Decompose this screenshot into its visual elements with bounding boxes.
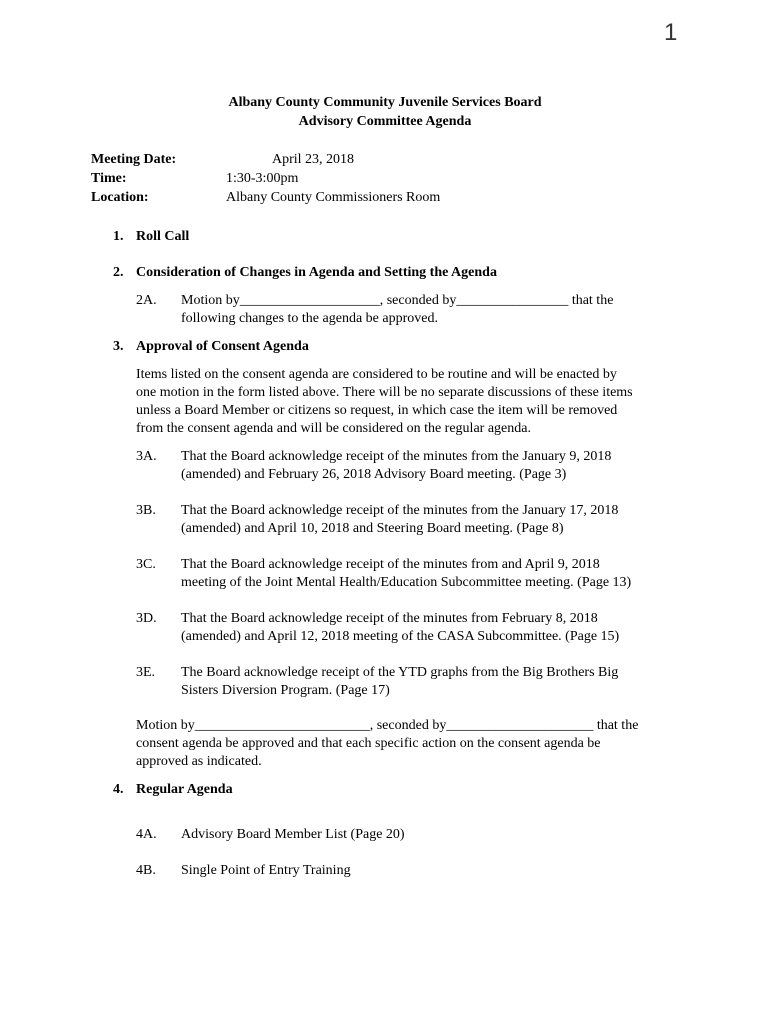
paragraph-line: one motion in the form listed above. There will be no separate discussions of these items xyxy=(136,385,633,400)
item-text-line: (amended) and April 10, 2018 and Steering Board meeting. (Page 8) xyxy=(181,521,564,536)
meeting-date-value: April 23, 2018 xyxy=(272,152,355,167)
paragraph-line: unless a Board Member or citizens so request, in which case the item will be removed xyxy=(136,403,618,418)
paragraph-line: consent agenda be approved and that each specific action on the consent agenda be xyxy=(136,736,601,751)
item-text-line: That the Board acknowledge receipt of the minutes from the January 17, 2018 xyxy=(181,503,619,518)
section-title: Consideration of Changes in Agenda and Setting the Agenda xyxy=(136,265,497,280)
section-heading-roll-call xyxy=(113,228,189,246)
section-heading-consent-agenda xyxy=(113,338,309,356)
section-title: Regular Agenda xyxy=(136,782,233,797)
item-text-line: Advisory Board Member List (Page 20) xyxy=(181,827,405,842)
location-label: Location: xyxy=(91,190,149,205)
paragraph-line: Items listed on the consent agenda are considered to be routine and will be enacted by xyxy=(136,367,617,382)
paragraph-line: from the consent agenda and will be considered on the regular agenda. xyxy=(136,421,531,436)
section-heading-agenda-changes xyxy=(113,264,497,282)
item-text-line: following changes to the agenda be approved. xyxy=(181,311,438,326)
item-text-line: (amended) and April 12, 2018 meeting of the CASA Subcommittee. (Page 15) xyxy=(181,629,620,644)
item-text-line: That the Board acknowledge receipt of the minutes from and April 9, 2018 xyxy=(181,557,600,572)
item-code: 3D. xyxy=(136,611,157,626)
item-text-line: That the Board acknowledge receipt of the minutes from February 8, 2018 xyxy=(181,611,598,626)
page-number: 1 xyxy=(664,19,678,46)
item-code: 3B. xyxy=(136,503,156,518)
item-text-line: The Board acknowledge receipt of the YTD graphs from the Big Brothers Big xyxy=(181,665,619,680)
section-title: Approval of Consent Agenda xyxy=(136,339,309,354)
item-code: 3A. xyxy=(136,449,157,464)
document-subtitle: Advisory Committee Agenda xyxy=(298,114,472,129)
section-number: 2. xyxy=(113,265,124,280)
meeting-date-label: Meeting Date: xyxy=(91,152,177,167)
item-code: 3C. xyxy=(136,557,156,572)
item-code: 2A. xyxy=(136,293,157,308)
paragraph-line: Motion by_________________________, seconded by_____________________ that the xyxy=(136,718,639,733)
section-title: Roll Call xyxy=(136,229,190,244)
section-number: 4. xyxy=(113,782,124,797)
time-label: Time: xyxy=(91,171,127,186)
item-code: 3E. xyxy=(136,665,156,680)
section-heading-regular-agenda xyxy=(113,781,233,799)
paragraph-line: approved as indicated. xyxy=(136,754,262,769)
item-code: 4B. xyxy=(136,863,156,878)
item-text-line: Motion by____________________, seconded by________________ that the xyxy=(181,293,614,308)
document-title: Albany County Community Juvenile Services Board xyxy=(228,95,542,110)
time-value: 1:30-3:00pm xyxy=(226,171,299,186)
item-text-line: That the Board acknowledge receipt of the minutes from the January 9, 2018 xyxy=(181,449,612,464)
item-text-line: (amended) and February 26, 2018 Advisory Board meeting. (Page 3) xyxy=(181,467,567,482)
location-value: Albany County Commissioners Room xyxy=(226,190,441,205)
section-number: 1. xyxy=(113,229,124,244)
item-text-line: meeting of the Joint Mental Health/Education Subcommittee meeting. (Page 13) xyxy=(181,575,632,590)
item-code: 4A. xyxy=(136,827,157,842)
item-text-line: Single Point of Entry Training xyxy=(181,863,351,878)
item-text-line: Sisters Diversion Program. (Page 17) xyxy=(181,683,390,698)
section-number: 3. xyxy=(113,339,124,354)
